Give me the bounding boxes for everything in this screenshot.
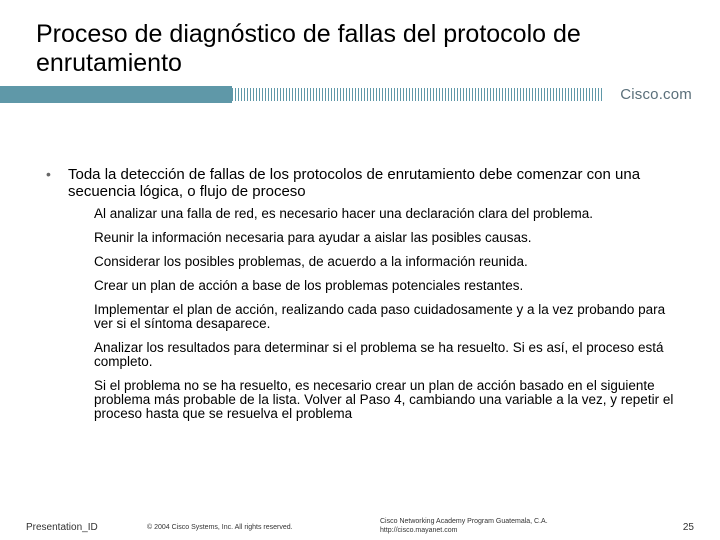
steps-list [94,207,684,431]
step-item: Crear un plan de acción a base de los problemas potenciales restantes. [94,278,524,293]
step-item: Al analizar una falla de red, es necesario hacer una declaración clara del problema. [94,206,594,221]
step-item: Analizar los resultados para determinar si el problema se ha resuelto. Si es así, el proceso está completo. [94,340,664,369]
bullet-icon: • [46,166,51,182]
header-band [0,86,720,103]
footer-academy [380,517,580,535]
step-item: Implementar el plan de acción, realizando cada paso cuidadosamente y a la vez probando para ver si el síntoma desaparece. [94,302,666,331]
step-item: Si el problema no se ha resuelto, es necesario crear un plan de acción basado en el siguiente problema más probable de la lista. Volver al Paso 4, cambiando una variable a la vez, y repetir el proceso hasta que se resuelva el problema [94,378,674,421]
footer-copyright: © 2004 Cisco Systems, Inc. All rights reserved. [147,524,293,531]
header-band-solid [0,86,232,103]
footer-academy-link[interactable]: http://cisco.mayanet.com [380,527,458,534]
step-item: Reunir la información necesaria para ayudar a aislar las posibles causas. [94,230,532,245]
step-item: Considerar los posibles problemas, de acuerdo a la información reunida. [94,254,528,269]
main-bullet [46,166,686,200]
footer-academy-line1: Cisco Networking Academy Program Guatemala, C.A. [380,518,548,525]
footer-presentation-id: Presentation_ID [26,522,98,533]
header-band-stripes [232,88,602,101]
page-number: 25 [682,522,694,533]
cisco-logo: Cisco.com [620,86,692,103]
slide-title: Proceso de diagnóstico de fallas del protocolo de enrutamiento [36,20,581,77]
main-bullet-text: Toda la detección de fallas de los protocolos de enrutamiento debe comenzar con una secuencia lógica, o flujo de proceso [68,166,641,200]
